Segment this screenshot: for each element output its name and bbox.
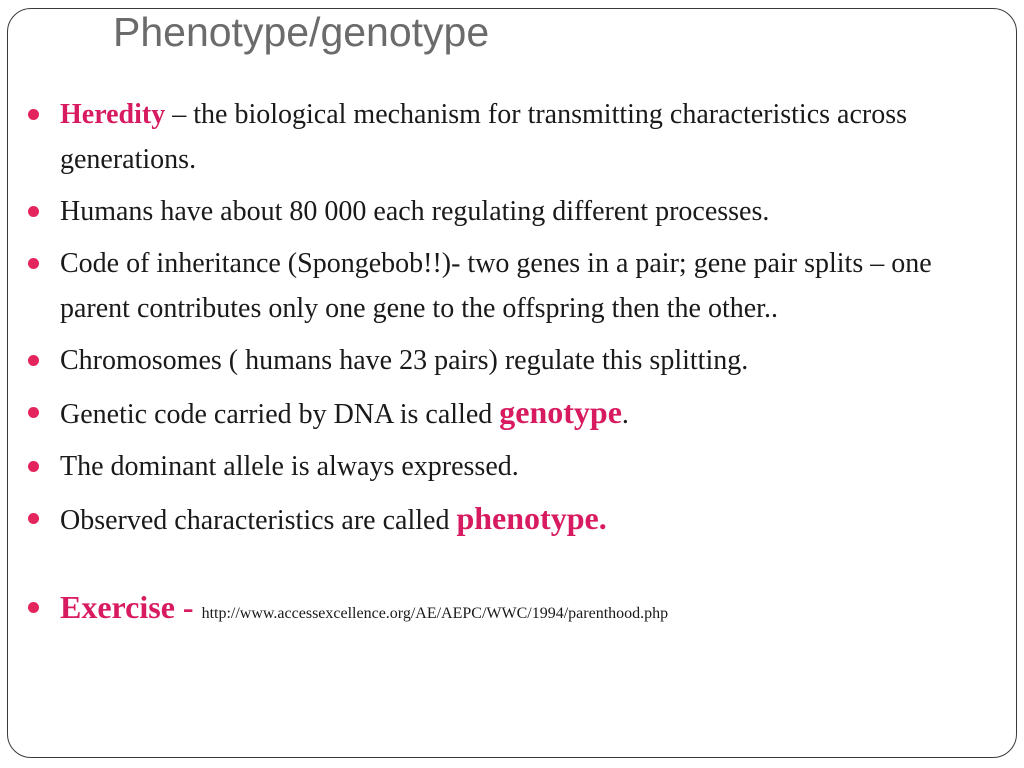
- bullet-chromosomes: [28, 338, 978, 383]
- term-heredity: Heredity: [60, 99, 166, 130]
- bullet-dot-icon: [28, 109, 39, 120]
- bullet-text: Code of inheritance (Spongebob!!)- two genes in a pair; gene pair splits – one parent contributes only one gene to the offspring then the other..: [60, 248, 932, 324]
- bullet-dot-icon: [28, 407, 39, 418]
- slide-title: Phenotype/genotype: [113, 9, 490, 55]
- bullet-humans-genes: [28, 189, 978, 234]
- bullet-dot-icon: [28, 513, 39, 524]
- bullet-dot-icon: [28, 461, 39, 472]
- bullet-dot-icon: [28, 355, 39, 366]
- bullet-text: Genetic code carried by DNA is called: [60, 399, 500, 430]
- bullet-list: [28, 92, 978, 643]
- term-phenotype: phenotype.: [456, 500, 607, 536]
- bullet-dot-icon: [28, 258, 39, 269]
- exercise-link[interactable]: http://www.accessexcellence.org/AE/AEPC/WWC/1994/parenthood.php: [201, 605, 669, 622]
- bullet-phenotype: [28, 496, 978, 543]
- bullet-text: The dominant allele is always expressed.: [60, 451, 519, 482]
- bullet-text: Humans have about 80 000 each regulating different processes.: [60, 196, 770, 227]
- bullet-suffix: .: [621, 399, 629, 430]
- bullet-exercise: [28, 585, 978, 636]
- bullet-text: Observed characteristics are called: [60, 505, 457, 536]
- bullet-text: – the biological mechanism for transmitting characteristics across generations.: [60, 99, 908, 175]
- bullet-dot-icon: [28, 602, 39, 613]
- bullet-heredity: [28, 92, 978, 182]
- bullet-dot-icon: [28, 206, 39, 217]
- term-genotype: genotype: [499, 394, 622, 430]
- bullet-text: Chromosomes ( humans have 23 pairs) regulate this splitting.: [60, 345, 749, 376]
- term-exercise: Exercise -: [60, 589, 202, 625]
- bullet-dominant-allele: [28, 444, 978, 489]
- bullet-code-of-inheritance: [28, 241, 978, 331]
- bullet-genotype: [28, 390, 978, 437]
